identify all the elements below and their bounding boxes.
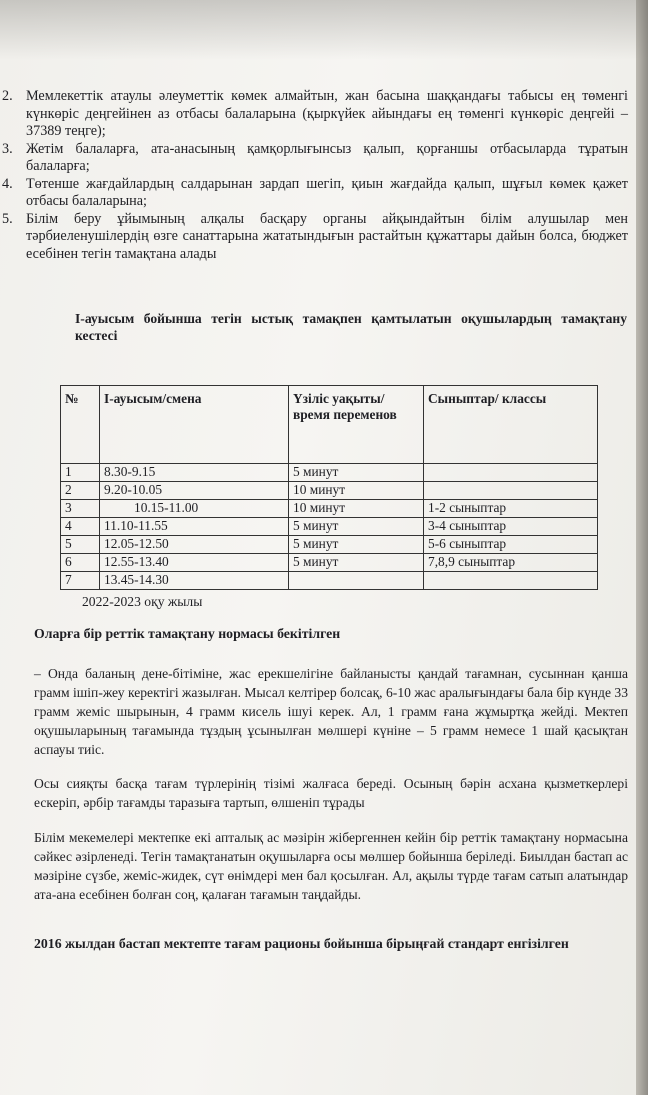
table-cell: 10 минут (289, 500, 424, 518)
table-row (61, 536, 598, 554)
section-subheading: Оларға бір реттік тамақтану нормасы бекітілген (34, 626, 341, 641)
table-cell: 1-2 сыныптар (424, 500, 598, 518)
table-cell: 12.55-13.40 (100, 554, 289, 572)
list-item (0, 211, 628, 264)
table-cell: 3 (61, 500, 100, 518)
table-cell (424, 464, 598, 482)
table-cell: 5 минут (289, 518, 424, 536)
table-cell: 9.20-10.05 (100, 482, 289, 500)
table-row (61, 518, 598, 536)
table-row (61, 500, 598, 518)
table-cell: 10.15-11.00 (100, 500, 289, 518)
paragraph: Осы сияқты басқа тағам түрлерінің тізімі жалғаса береді. Осының бәрін асхана қызметкерлері ескеріп, әрбір тағамды таразыға тартып, өлшеніп тұрады (34, 776, 628, 810)
list-text: Жетім балаларға, ата-анасының қамқорлығынсыз қалып, қорғаншы отбасыларда тұратын балаларға; (26, 140, 628, 174)
paragraph: Білім мекемелері мектепке екі апталық ас мәзірін жібергеннен кейін бір реттік тамақтану нормасына сәйкес әзірленеді. Тегін тамақтанатын оқушыларға осы мөлшер бойынша беріледі. Биылдан бастап ас мәзіріне сүзбе, жеміс-жидек, сүт өнімдері мен бал қосылған. Ал, ақылы түрде тағам сатып алатындар ата-ана есебінен болған соң, қалаған тағамын таңдайды. (34, 830, 628, 902)
table-row (61, 554, 598, 572)
table-cell: 7,8,9 сыныптар (424, 554, 598, 572)
list-number: 3. (2, 140, 13, 157)
final-heading: 2016 жылдан бастап мектепте тағам рационы бойынша бірыңғай стандарт енгізілген (34, 936, 569, 951)
table-cell: 5 минут (289, 554, 424, 572)
page-edge-shadow (636, 0, 648, 1095)
table-cell: 12.05-12.50 (100, 536, 289, 554)
eligibility-list (0, 88, 628, 263)
list-text: Мемлекеттік атаулы әлеуметтік көмек алмайтын, жан басына шаққандағы табысы ең төменгі күнкөріс деңгейінен аз отбасы балаларына (қыркүйек айындағы ең төменгі күнкөріс деңгейі –37389 теңге); (26, 88, 628, 139)
academic-year-note: 2022-2023 оқу жылы (82, 594, 203, 609)
list-item (0, 88, 628, 141)
list-text: Төтенше жағдайлардың салдарынан зардап шегіп, қиын жағдайда қалып, шұғыл көмек қажет отбасы балаларына; (26, 175, 628, 209)
table-row (61, 572, 598, 590)
table-cell: 7 (61, 572, 100, 590)
table-title: І-ауысым бойынша тегін ыстық тамақпен қамтылатын оқушылардың тамақтану кестесі (75, 311, 627, 343)
header-cell: Үзіліс уақыты/ время переменов (289, 386, 424, 464)
list-text: Білім беру ұйымының алқалы басқару органы айқындайтын білім алушылар мен тәрбиеленушілердің өзге санаттарына жататындығын растайтын құжаттары дайын болса, бюджет есебінен тегін тамақтана алады (26, 210, 628, 262)
paragraph: – Онда баланың дене-бітіміне, жас ерекшелігіне байланысты қандай тағамнан, сусыннан қанша грамм ішіп-жеу керектігі жазылған. Мысал келтірер болсақ, 6-10 жас аралығындағы бала бір күнде 33 грамм жеміс шырынын, 4 грамм кисель ішуі керек. Ал, 1 грамм ғана жұмыртқа жейді. Мектеп оқушыларының тағамында тұздың ұсынылған мөлшері күніне – 5 грамм немесе 1 шай қасықтан аспауы тиіс. (34, 666, 628, 757)
table-cell (424, 482, 598, 500)
table-cell: 5 минут (289, 464, 424, 482)
table-cell: 5 минут (289, 536, 424, 554)
table-cell: 4 (61, 518, 100, 536)
table-cell (424, 572, 598, 590)
list-number: 5. (2, 210, 13, 227)
list-number: 4. (2, 175, 13, 192)
table-cell: 11.10-11.55 (100, 518, 289, 536)
header-cell: № (61, 386, 100, 464)
table-cell: 10 минут (289, 482, 424, 500)
table-row (61, 464, 598, 482)
table-cell: 5 (61, 536, 100, 554)
table-cell: 3-4 сыныптар (424, 518, 598, 536)
list-number: 2. (2, 88, 13, 104)
schedule-table (60, 385, 598, 590)
table-cell: 8.30-9.15 (100, 464, 289, 482)
table-cell: 1 (61, 464, 100, 482)
table-row (61, 482, 598, 500)
table-header-row (61, 386, 598, 464)
table-cell: 2 (61, 482, 100, 500)
list-item (0, 141, 628, 176)
header-cell: Сыныптар/ классы (424, 386, 598, 464)
table-cell: 13.45-14.30 (100, 572, 289, 590)
table-cell: 5-6 сыныптар (424, 536, 598, 554)
table-cell (289, 572, 424, 590)
list-item (0, 176, 628, 211)
top-shadow (0, 0, 648, 60)
header-cell: І-ауысым/смена (100, 386, 289, 464)
table-cell: 6 (61, 554, 100, 572)
